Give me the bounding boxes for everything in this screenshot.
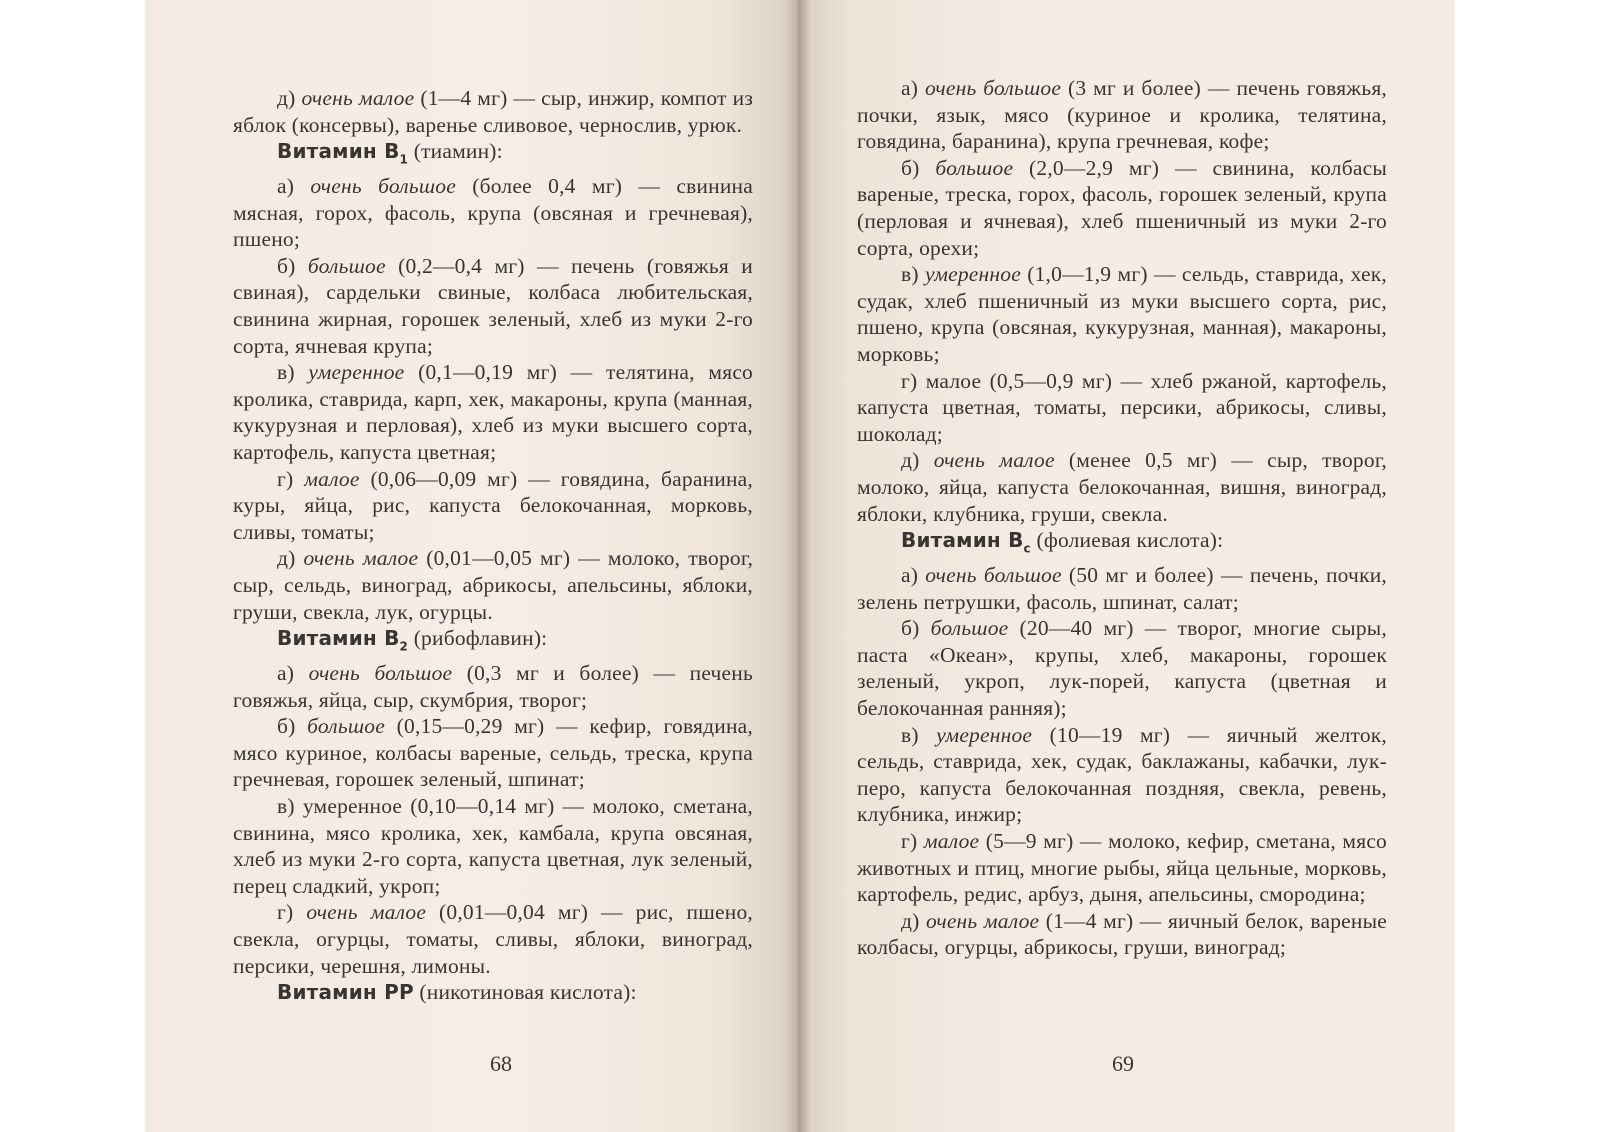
page-number-right: 69 — [1112, 1051, 1134, 1076]
list-item — [857, 722, 1387, 828]
vitamin-heading — [857, 527, 1387, 562]
amount-category: малое — [923, 828, 980, 853]
list-item — [233, 713, 753, 793]
item-text: (0,1—0,19 мг) — телятина, мясо кролика, ставрида, карп, хек, макароны, крупа (манная, кукурузная и перловая), хлеб из муки высшего сорта, картофель, капуста цветная; — [233, 360, 754, 465]
amount-category: большое — [307, 253, 386, 278]
amount-category: очень большое — [924, 76, 1062, 100]
list-item — [233, 899, 753, 979]
amount-category: очень малое — [303, 546, 419, 571]
list-item — [857, 828, 1387, 908]
item-text: умеренное (0,10—0,14 мг) — молоко, сметана, свинина, мясо кролика, хек, камбала, крупа овсяная, хлеб из муки 2-го сорта, капуста цветная, лук зеленый, перец сладкий, укроп; — [233, 794, 754, 898]
item-label: в) — [901, 262, 919, 287]
item-label: а) — [277, 174, 295, 199]
vitamin-subscript: 1 — [399, 152, 409, 167]
item-label: в) — [277, 360, 295, 385]
amount-category: очень большое — [925, 562, 1062, 587]
list-item — [233, 253, 753, 359]
amount-category: умеренное — [924, 262, 1021, 287]
vitamin-name: Витамин РР — [277, 980, 414, 1005]
book-gutter — [785, 0, 811, 1132]
page-number-left: 68 — [490, 1051, 512, 1076]
item-text: (0,2—0,4 мг) — печень (говяжья и свиная), сардельки свиные, колбаса любительская, свинина жирная, горошек зеленый, хлеб из муки 2-го сорта, ячневая крупа; — [233, 253, 754, 358]
vitamin-heading — [233, 138, 753, 173]
item-text: (1—4 мг) — яичный белок, вареные колбасы, огурцы, абрикосы, груши, виноград; — [857, 908, 1388, 960]
list-item — [233, 545, 753, 625]
item-text: (0,01—0,04 мг) — рис, пшено, свекла, огурцы, томаты, сливы, яблоки, виноград, персики, черешня, лимоны. — [233, 900, 753, 978]
vitamin-note: (рибофлавин): — [413, 626, 548, 651]
vitamin-note: (никотиновая кислота): — [419, 980, 637, 1005]
item-text: (более 0,4 мг) — свинина мясная, горох, фасоль, крупа (овсяная и гречневая), пшено; — [233, 174, 754, 252]
item-label: г) — [901, 828, 918, 853]
item-text: (2,0—2,9 мг) — свинина, колбасы вареные, треска, горох, фасоль, горошек зеленый, крупа (перловая и ячневая), хлеб пшеничный из муки 2-го сорта, орехи; — [857, 155, 1387, 260]
list-item — [857, 447, 1387, 527]
list-item — [233, 660, 753, 713]
amount-category: очень малое — [933, 448, 1055, 473]
amount-category: очень большое — [310, 174, 456, 199]
amount-category: очень малое — [925, 908, 1040, 933]
amount-category: умеренное — [936, 722, 1033, 747]
item-text: (20—40 мг) — творог, многие сыры, паста «Океан», крупы, хлеб, макароны, горошек зеленый, укроп, лук-порей, капуста (цветная и белокочанная ранняя); — [857, 616, 1387, 720]
book-spread — [145, 0, 1455, 1132]
vitamin-note: (тиамин): — [413, 139, 503, 164]
amount-category: умеренное — [308, 360, 405, 385]
item-label: д) — [901, 448, 920, 473]
vitamin-heading — [233, 625, 753, 660]
item-label: б) — [277, 714, 296, 739]
list-item — [857, 615, 1387, 721]
item-text: (50 мг и более) — печень, почки, зелень петрушки, фасоль, шпинат, салат; — [857, 562, 1387, 614]
amount-category: очень малое — [301, 86, 415, 110]
list-item — [233, 359, 753, 465]
vitamin-subscript: 2 — [399, 639, 409, 654]
item-text: (3 мг и более) — печень говяжья, почки, язык, мясо (куриное и кролика, телятина, говядина, баранина), крупа гречневая, кофе; — [857, 76, 1388, 154]
vitamin-name: Витамин В — [901, 528, 1024, 553]
amount-category: большое — [935, 155, 1014, 180]
item-label: в) — [901, 722, 919, 747]
item-label: а) — [901, 562, 919, 587]
vitamin-name: Витамин В — [277, 626, 400, 651]
left-page-text — [233, 85, 753, 1014]
amount-category: большое — [307, 714, 385, 739]
item-text: (10—19 мг) — яичный желток, сельдь, ставрида, хек, судак, баклажаны, кабачки, лук-перо, капуста белокочанная поздняя, свекла, ревень, клубника, инжир; — [857, 722, 1388, 827]
list-item — [233, 466, 753, 546]
item-label: д) — [277, 546, 296, 571]
item-label: б) — [277, 253, 296, 278]
list-item — [857, 908, 1387, 961]
item-text: (0,15—0,29 мг) — кефир, говядина, мясо куриное, колбасы вареные, сельдь, треска, крупа гречневая, горошек зеленый, шпинат; — [233, 714, 753, 792]
item-text: (1—4 мг) — сыр, инжир, компот из яблок (консервы), варенье сливовое, чернослив, урюк. — [233, 86, 754, 137]
item-label: в) — [277, 794, 295, 819]
list-item — [233, 793, 753, 899]
item-label: б) — [901, 616, 920, 641]
item-text: (0,06—0,09 мг) — говядина, баранина, куры, яйца, рис, капуста белокочанная, морковь, сливы, томаты; — [233, 466, 754, 544]
item-label: г) — [277, 900, 294, 925]
vitamin-note: (фолиевая кислота): — [1036, 528, 1224, 553]
item-label: г) — [901, 368, 918, 393]
item-label: д) — [277, 86, 296, 110]
list-item — [233, 85, 753, 138]
right-page-text — [857, 75, 1387, 961]
list-item — [857, 562, 1387, 615]
item-label: б) — [901, 155, 920, 180]
item-text: (5—9 мг) — молоко, кефир, сметана, мясо животных и птиц, многие рыбы, яйца цельные, морковь, картофель, редис, арбуз, дыня, апельсины, смородина; — [857, 828, 1388, 907]
item-label: д) — [901, 908, 920, 933]
list-item — [857, 368, 1387, 448]
amount-category: очень малое — [306, 900, 427, 925]
item-label: а) — [901, 76, 919, 100]
item-text: (менее 0,5 мг) — сыр, творог, молоко, яйца, капуста белокочанная, вишня, виноград, яблоки, клубника, груши, свекла. — [857, 448, 1387, 526]
vitamin-heading — [233, 979, 753, 1014]
list-item — [233, 173, 753, 253]
right-page — [797, 0, 1455, 1132]
vitamin-subscript: с — [1023, 541, 1031, 556]
item-label: г) — [277, 466, 294, 491]
amount-category: большое — [930, 616, 1009, 641]
list-item — [857, 75, 1387, 155]
item-text: (1,0—1,9 мг) — сельдь, ставрида, хек, судак, хлеб пшеничный из муки высшего сорта, рис, пшено, крупа (овсяная, кукурузная, манная), макароны, морковь; — [857, 262, 1388, 366]
vitamin-name: Витамин В — [277, 139, 400, 164]
amount-category: очень большое — [308, 661, 453, 686]
item-label: а) — [277, 661, 295, 686]
item-text: малое (0,5—0,9 мг) — хлеб ржаной, картофель, капуста цветная, томаты, персики, абрикосы, сливы, шоколад; — [857, 368, 1388, 446]
list-item — [857, 261, 1387, 367]
item-text: (0,3 мг и более) — печень говяжья, яйца, сыр, скумбрия, творог; — [233, 661, 753, 712]
list-item — [857, 155, 1387, 261]
left-page — [145, 0, 797, 1132]
item-text: (0,01—0,05 мг) — молоко, творог, сыр, сельдь, виноград, абрикосы, апельсины, яблоки, груши, свекла, лук, огурцы. — [233, 546, 754, 624]
amount-category: малое — [304, 466, 360, 491]
